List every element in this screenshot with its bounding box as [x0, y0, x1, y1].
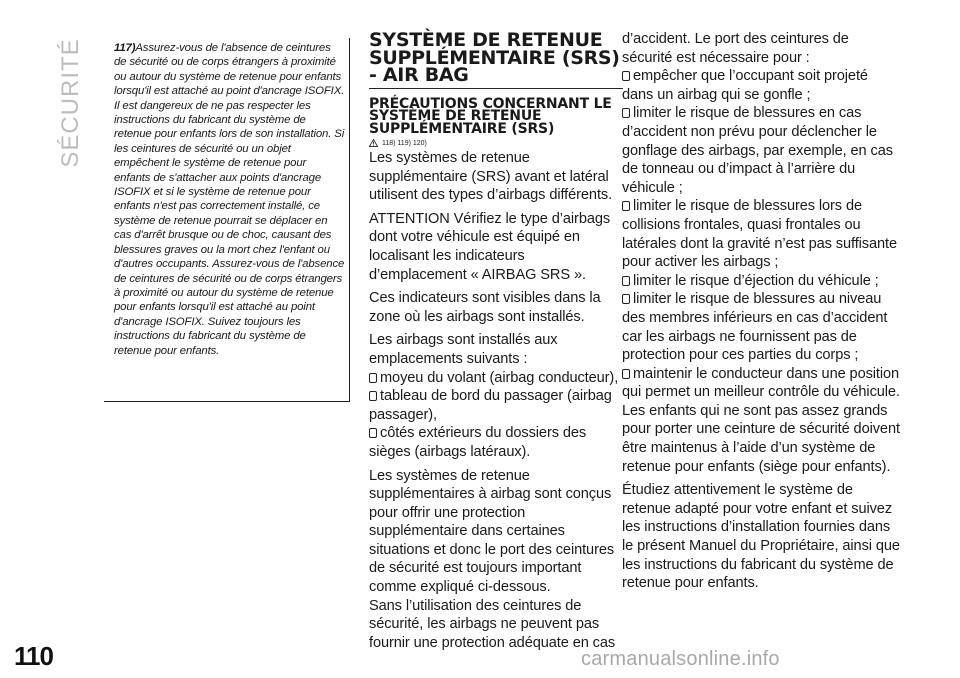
paragraph: Ces indicateurs sont visibles dans la zone où les airbags sont installés. — [369, 290, 601, 325]
list-item — [622, 365, 902, 402]
watermark: carmanualsonline.info — [581, 648, 780, 670]
list-item — [622, 67, 902, 104]
bullet-icon — [369, 391, 377, 401]
list-item — [622, 272, 902, 291]
paragraph: Les systèmes de retenue supplémentaire (SRS) avant et latéral utilisent des types d’airbags différents. — [369, 150, 613, 204]
warning-body: Assurez-vous de l'absence de ceintures de sécurité ou de corps étrangers à proximité ou autour du système de retenue pour enfants lorsqu'il est attaché au point d'ancrage ISOFIX. Il est dangereux de ne pas respecter les instructions du fabricant du système de retenue pour enfants lors de son installation. Si les ceintures de sécurité ou un objet empêchent le système de retenue pour enfants de s'attacher aux points d'ancrage ISOFIX et si le système de retenue pour enfants n'est pas correctement installé, ce système de retenue pourrait se déplacer en cas d'arrêt brusque ou de choc, causant des blessures graves ou la mort chez l'enfant ou d'autres occupants. Assurez-vous de l'absence de ceintures de sécurité ou de corps étrangers à proximité ou autour du système de retenue pour enfants lorsqu'il est attaché au point d'ancrage ISOFIX. Suivez toujours les instructions du fabricant du système de retenue pour enfants. — [114, 42, 345, 357]
list-item — [622, 104, 902, 197]
bullet-icon — [622, 201, 630, 211]
sub-title: PRÉCAUTIONS CONCERNANT LE SYSTÈME DE RETENUE SUPPLÉMENTAIRE (SRS) — [369, 95, 612, 137]
paragraph: Étudiez attentivement le système de retenue adapté pour votre enfant et suivez les instructions d’installation fournies dans le présent Manuel du Propriétaire, ainsi que les instructions du fabricant du système de retenue pour enfants. — [622, 482, 900, 592]
paragraph: Les airbags sont installés aux emplacements suivants : — [369, 332, 558, 367]
list-item — [369, 387, 623, 424]
page-number: 110 — [14, 641, 53, 671]
paragraph: Sans l’utilisation des ceintures de sécurité, les airbags ne peuvent pas fournir une protection adéquate en cas — [369, 597, 616, 651]
column-right — [622, 30, 902, 593]
bullet-icon — [622, 294, 630, 304]
warning-triangle-icon — [369, 139, 378, 147]
warning-box — [104, 38, 350, 402]
warning-number: 117) — [114, 42, 136, 54]
list-item-text: tableau de bord du passager (airbag passager), — [369, 388, 612, 423]
section-label — [58, 28, 84, 178]
bullet-icon — [622, 108, 630, 118]
paragraph: Les systèmes de retenue supplémentaires à airbag sont conçus pour offrir une protection supplémentaire dans certaines situations et donc le port des ceintures de sécurité est toujours important comme expliqué ci-dessous. — [369, 467, 615, 596]
list-item-text: côtés extérieurs du dossiers des sièges (airbags latéraux). — [369, 425, 587, 460]
list-item — [622, 290, 902, 364]
bullet-icon — [622, 369, 630, 379]
list-item — [622, 197, 902, 271]
list-item — [369, 369, 623, 388]
paragraph: Les enfants qui ne sont pas assez grands pour porter une ceinture de sécurité doivent être maintenus à l’aide d’un système de retenue pour enfants (siège pour enfants). — [622, 402, 900, 475]
warning-text — [114, 41, 345, 358]
list-item — [369, 424, 623, 461]
warning-references — [369, 139, 623, 147]
paragraph: d’accident. Le port des ceintures de sécurité est nécessaire pour : — [622, 31, 849, 66]
reference-numbers: 118) 119) 120) — [382, 139, 427, 147]
list-item-text: limiter le risque de blessures au niveau des membres inférieurs en cas d’accident car les airbags ne fournissent pas de protection pour ces parties du corps ; — [622, 291, 888, 364]
list-item-text: limiter le risque de blessures en cas d’accident non prévu pour déclencher le gonflage des airbags, par exemple, en cas de tonneau ou d’impact à l’arrière du véhicule ; — [622, 105, 893, 196]
bullet-icon — [369, 373, 377, 383]
bullet-icon — [622, 276, 630, 286]
list-item-text: moyeu du volant (airbag conducteur), — [380, 369, 619, 386]
section-label-text: SÉCURITÉ — [57, 38, 84, 168]
paragraph: ATTENTION Vérifiez le type d’airbags dont votre véhicule est équipé en localisant les indicateurs d’emplacement « AIRBAG SRS ». — [369, 210, 611, 283]
list-item-text: limiter le risque de blessures lors de collisions frontales, quasi frontales ou latérales dont la gravité n’est pas suffisante pour activer les airbags ; — [622, 198, 898, 271]
list-item-text: maintenir le conducteur dans une position qui permet un meilleur contrôle du véhicule. — [622, 365, 900, 401]
column-middle — [369, 30, 623, 652]
list-item-text: empêcher que l’occupant soit projeté dans un airbag qui se gonfle ; — [622, 68, 868, 103]
bullet-icon — [369, 428, 377, 438]
bullet-icon — [622, 71, 630, 81]
main-title: SYSTÈME DE RETENUE SUPPLÉMENTAIRE (SRS) - AIR BAG — [369, 32, 623, 89]
list-item-text: limiter le risque d’éjection du véhicule ; — [633, 272, 879, 289]
